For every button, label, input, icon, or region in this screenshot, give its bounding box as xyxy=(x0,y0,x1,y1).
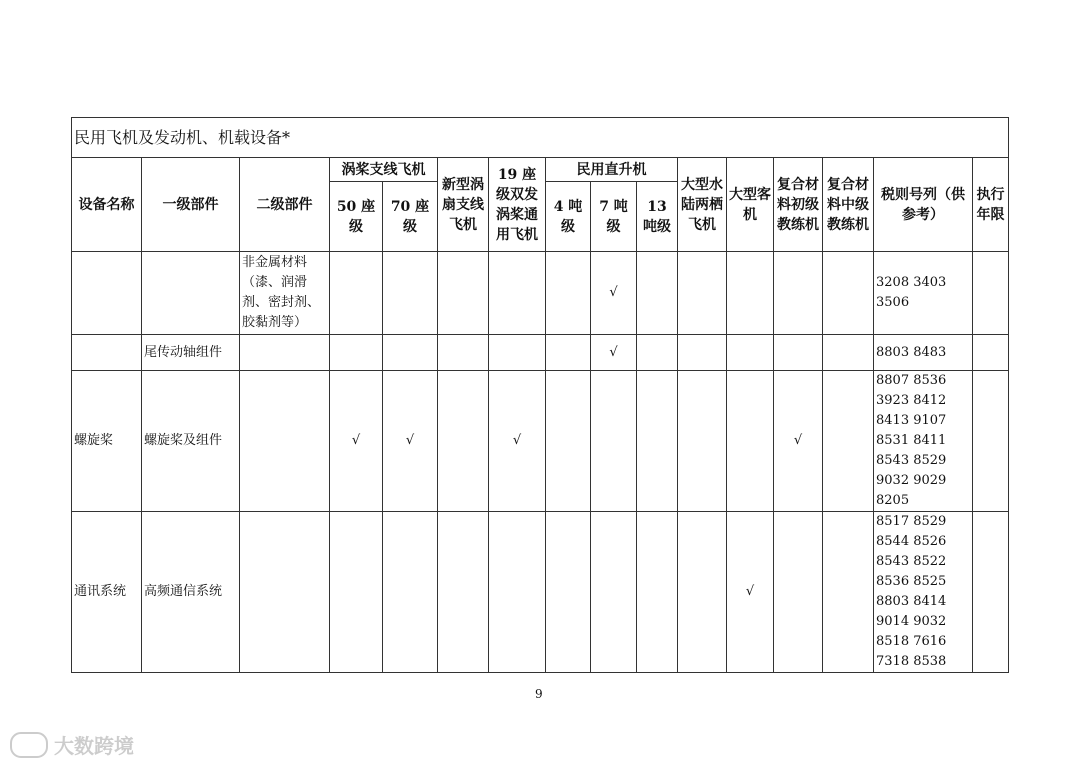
cell-check xyxy=(637,335,678,371)
cell-tariff: 3208 3403 3506 xyxy=(874,252,973,335)
cell-level1: 尾传动轴组件 xyxy=(142,335,240,371)
cell-check xyxy=(383,335,438,371)
cell-check xyxy=(678,371,727,512)
cell-check xyxy=(727,371,774,512)
cell-check xyxy=(637,512,678,673)
header-amphib: 大型水陆两栖飞机 xyxy=(678,158,727,252)
cell-check xyxy=(330,252,383,335)
cell-check xyxy=(383,512,438,673)
cell-equipment xyxy=(72,252,142,335)
header-seat19: 19 座级双发涡桨通用飞机 xyxy=(489,158,546,252)
cell-equipment xyxy=(72,335,142,371)
equipment-table xyxy=(71,117,1009,673)
cell-check xyxy=(438,512,489,673)
cell-check: √ xyxy=(774,371,823,512)
cell-level2 xyxy=(240,371,330,512)
header-large: 大型客机 xyxy=(727,158,774,252)
cell-check xyxy=(438,335,489,371)
watermark xyxy=(10,730,134,759)
cell-check xyxy=(823,252,874,335)
cell-check: √ xyxy=(383,371,438,512)
cell-check xyxy=(727,335,774,371)
header-trainer1: 复合材料初级教练机 xyxy=(774,158,823,252)
header-level1: 一级部件 xyxy=(142,158,240,252)
watermark-logo-icon xyxy=(10,732,48,758)
header-t7: 7 吨级 xyxy=(591,182,637,252)
cell-period xyxy=(973,335,1009,371)
cell-check xyxy=(823,512,874,673)
cell-check: √ xyxy=(489,371,546,512)
watermark-text: 大数跨境 xyxy=(54,734,134,758)
cell-check xyxy=(489,512,546,673)
cell-tariff: 8517 8529 8544 8526 8543 8522 8536 8525 8803 8414 9014 9032 8518 7616 7318 8538 xyxy=(874,512,973,673)
table-title: 民用飞机及发动机、机载设备* xyxy=(72,118,1009,158)
header-t4: 4 吨级 xyxy=(546,182,591,252)
cell-check xyxy=(637,371,678,512)
cell-level2 xyxy=(240,335,330,371)
cell-period xyxy=(973,371,1009,512)
cell-check xyxy=(823,371,874,512)
header-level2: 二级部件 xyxy=(240,158,330,252)
cell-check xyxy=(489,252,546,335)
cell-period xyxy=(973,252,1009,335)
cell-check xyxy=(678,335,727,371)
cell-equipment: 通讯系统 xyxy=(72,512,142,673)
cell-period xyxy=(973,512,1009,673)
cell-check xyxy=(546,371,591,512)
cell-check xyxy=(438,252,489,335)
header-tariff: 税则号列（供参考） xyxy=(874,158,973,252)
header-t13: 13 吨级 xyxy=(637,182,678,252)
header-seat50: 50 座级 xyxy=(330,182,383,252)
header-period: 执行年限 xyxy=(973,158,1009,252)
header-turboprop: 涡桨支线飞机 xyxy=(330,158,438,182)
cell-check xyxy=(330,512,383,673)
cell-level2: 非金属材料（漆、润滑剂、密封剂、胶黏剂等） xyxy=(240,252,330,335)
cell-check xyxy=(678,252,727,335)
cell-level1 xyxy=(142,252,240,335)
cell-check xyxy=(823,335,874,371)
cell-check xyxy=(591,371,637,512)
cell-check xyxy=(438,371,489,512)
cell-check: √ xyxy=(727,512,774,673)
header-heli: 民用直升机 xyxy=(546,158,678,182)
cell-check: √ xyxy=(591,252,637,335)
cell-level2 xyxy=(240,512,330,673)
cell-check xyxy=(727,252,774,335)
cell-equipment: 螺旋桨 xyxy=(72,371,142,512)
cell-check xyxy=(591,512,637,673)
cell-check xyxy=(330,335,383,371)
page-number: 9 xyxy=(535,687,543,701)
table-row xyxy=(72,252,1009,335)
cell-level1: 高频通信系统 xyxy=(142,512,240,673)
cell-check xyxy=(546,335,591,371)
cell-check: √ xyxy=(591,335,637,371)
header-seat70: 70 座级 xyxy=(383,182,438,252)
header-turbofan: 新型涡扇支线飞机 xyxy=(438,158,489,252)
table-row xyxy=(72,335,1009,371)
cell-check xyxy=(489,335,546,371)
cell-check: √ xyxy=(330,371,383,512)
header-trainer2: 复合材料中级教练机 xyxy=(823,158,874,252)
cell-tariff: 8803 8483 xyxy=(874,335,973,371)
cell-check xyxy=(637,252,678,335)
cell-check xyxy=(774,512,823,673)
cell-check xyxy=(383,252,438,335)
cell-check xyxy=(546,512,591,673)
table-row xyxy=(72,371,1009,512)
cell-check xyxy=(774,335,823,371)
cell-tariff: 8807 8536 3923 8412 8413 9107 8531 8411 8543 8529 9032 9029 8205 xyxy=(874,371,973,512)
cell-level1: 螺旋桨及组件 xyxy=(142,371,240,512)
header-equipment: 设备名称 xyxy=(72,158,142,252)
table-row xyxy=(72,512,1009,673)
cell-check xyxy=(546,252,591,335)
cell-check xyxy=(774,252,823,335)
cell-check xyxy=(678,512,727,673)
